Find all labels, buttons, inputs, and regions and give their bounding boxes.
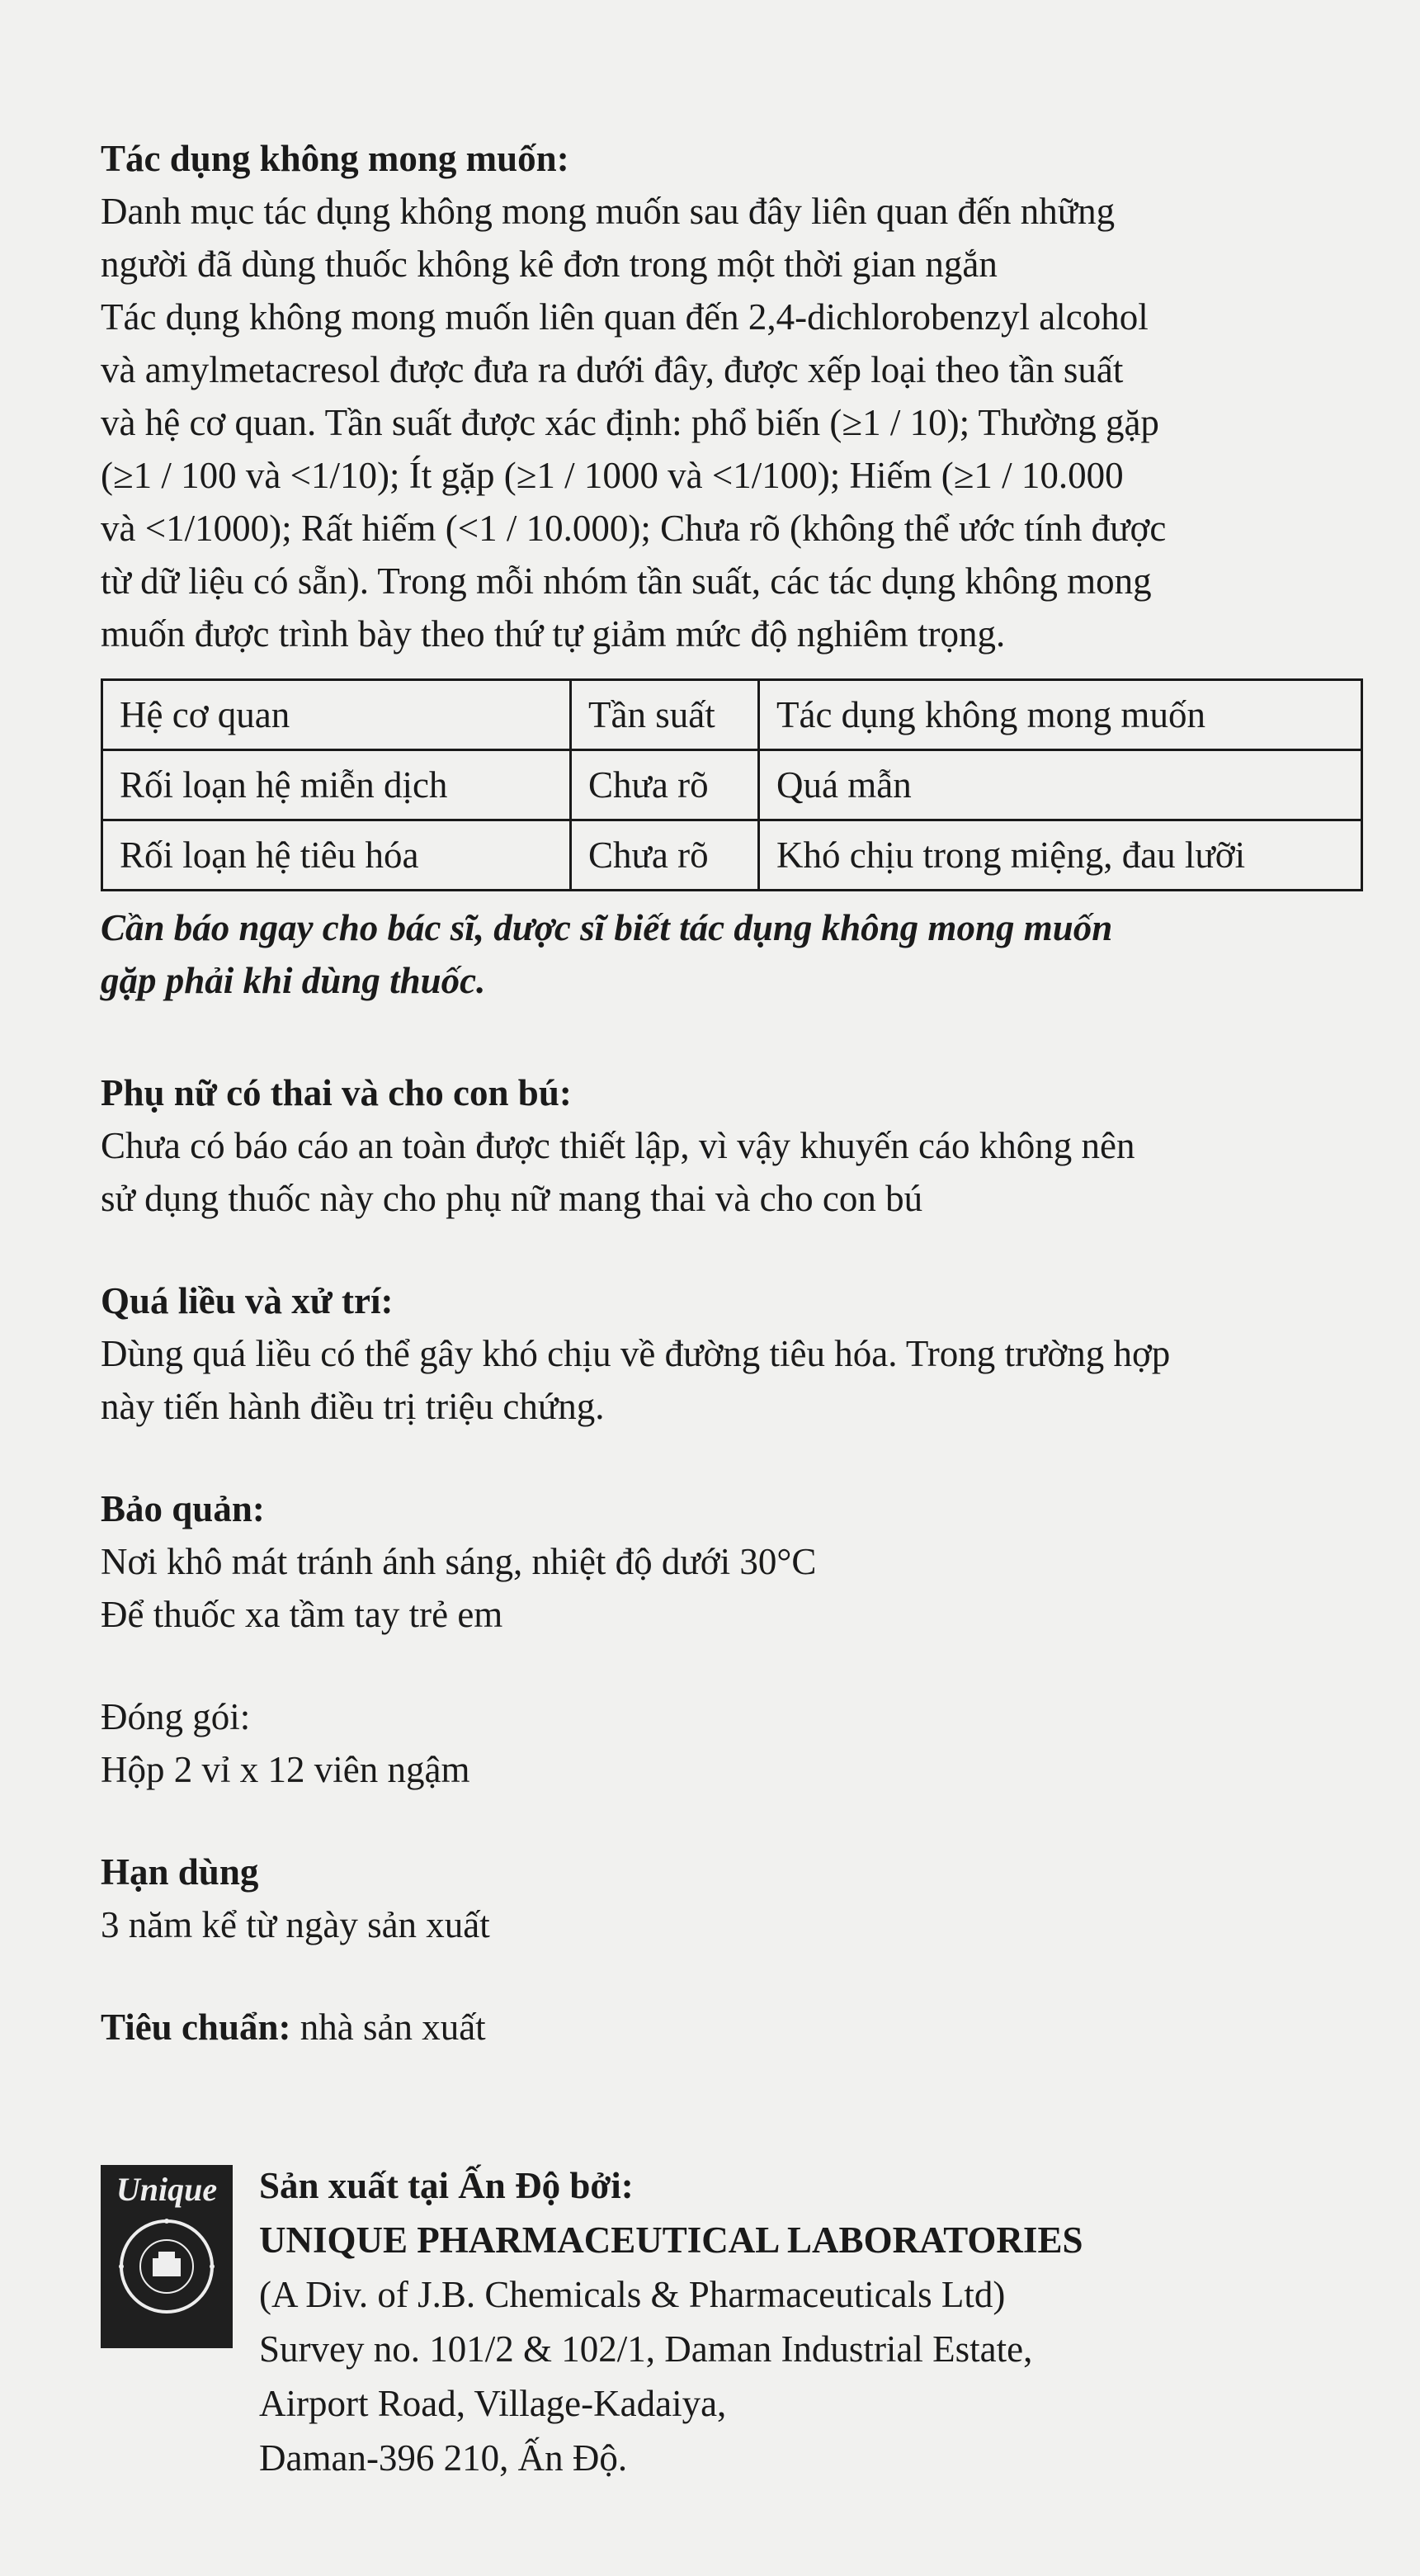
table-header-cell: Tác dụng không mong muốn [759,680,1362,750]
standard-line [101,2001,1371,2054]
table-cell: Quá mẫn [759,750,1362,820]
pregnancy-line: sử dụng thuốc này cho phụ nữ mang thai và cho con bú [101,1178,923,1219]
manufacturer-line: (A Div. of J.B. Chemicals & Pharmaceuticals Ltd) [259,2274,1006,2315]
table-cell: Chưa rõ [571,750,759,820]
side-effects-line: và hệ cơ quan. Tần suất được xác định: phổ biến (≥1 / 10); Thường gặp [101,402,1159,443]
storage-line: Nơi khô mát tránh ánh sáng, nhiệt độ dưới 30°C [101,1541,817,1582]
standard-heading: Tiêu chuẩn: [101,2006,291,2048]
table-header-row [102,680,1362,750]
side-effects-line: và amylmetacresol được đưa ra dưới đây, được xếp loại theo tần suất [101,349,1124,390]
table-row [102,750,1362,820]
storage-heading: Bảo quản: [101,1488,265,1529]
spacer [101,1796,1371,1846]
warning-line: Cần báo ngay cho bác sĩ, dược sĩ biết tác dụng không mong muốn [101,907,1113,948]
overdose-heading [101,1274,1371,1327]
manufacturer-line: Survey no. 101/2 & 102/1, Daman Industrial Estate, [259,2328,1033,2370]
spacer [101,1951,1371,2001]
table-cell: Chưa rõ [571,820,759,891]
table-header-cell: Tần suất [571,680,759,750]
shelf-life-heading: Hạn dùng [101,1851,259,1893]
overdose-heading-bold: Quá liều [101,1280,236,1321]
packaging-heading: Đóng gói: [101,1696,251,1737]
standard-value: nhà sản xuất [290,2006,486,2048]
side-effects-heading: Tác dụng không mong muốn: [101,138,569,179]
leaflet-content [101,132,1371,2054]
manufacturer-heading: Sản xuất tại Ấn Độ bởi: [259,2165,634,2206]
manufacturer-line: Daman-396 210, Ấn Độ. [259,2437,628,2479]
shelf-life-line: 3 năm kể từ ngày sản xuất [101,1904,490,1945]
unique-logo [101,2165,233,2348]
manufacturer-text [259,2158,1083,2485]
side-effects-line: Danh mục tác dụng không mong muốn sau đây liên quan đến những [101,191,1116,232]
warning-line: gặp phải khi dùng thuốc. [101,960,486,1001]
packaging-line: Hộp 2 vỉ x 12 viên ngậm [101,1749,470,1790]
spacer [101,1007,1371,1066]
pregnancy-heading: Phụ nữ có thai và cho con bú: [101,1072,572,1113]
manufacturer-line: Airport Road, Village-Kadaiya, [259,2383,727,2424]
table-cell: Khó chịu trong miệng, đau lưỡi [759,820,1362,891]
manufacturer-block [101,2158,1083,2485]
overdose-heading-rest: và xử trí: [235,1280,394,1321]
spacer [101,1433,1371,1482]
overdose-line: này tiến hành điều trị triệu chứng. [101,1386,605,1427]
logo-seal-icon [113,2209,220,2324]
table-cell: Rối loạn hệ miễn dịch [102,750,571,820]
side-effects-line: và <1/1000); Rất hiếm (<1 / 10.000); Chưa rõ (không thể ước tính được [101,508,1167,549]
side-effects-line: người đã dùng thuốc không kê đơn trong một thời gian ngắn [101,243,998,285]
spacer [101,1641,1371,1690]
side-effects-line: Tác dụng không mong muốn liên quan đến 2,4-dichlorobenzyl alcohol [101,296,1149,338]
table-header-cell: Hệ cơ quan [102,680,571,750]
manufacturer-name: UNIQUE PHARMACEUTICAL LABORATORIES [259,2219,1083,2261]
table-cell: Rối loạn hệ tiêu hóa [102,820,571,891]
table-row [102,820,1362,891]
logo-wordmark: Unique [116,2171,218,2208]
side-effects-table [101,678,1363,891]
spacer [101,1225,1371,1274]
storage-line: Để thuốc xa tầm tay trẻ em [101,1594,503,1635]
side-effects-line: từ dữ liệu có sẵn). Trong mỗi nhóm tần suất, các tác dụng không mong [101,560,1152,602]
pregnancy-line: Chưa có báo cáo an toàn được thiết lập, vì vậy khuyến cáo không nên [101,1125,1135,1166]
side-effects-line: muốn được trình bày theo thứ tự giảm mức độ nghiêm trọng. [101,613,1006,655]
overdose-line: Dùng quá liều có thể gây khó chịu về đường tiêu hóa. Trong trường hợp [101,1333,1171,1374]
side-effects-line: (≥1 / 100 và <1/10); Ít gặp (≥1 / 1000 và <1/100); Hiếm (≥1 / 10.000 [101,455,1124,496]
